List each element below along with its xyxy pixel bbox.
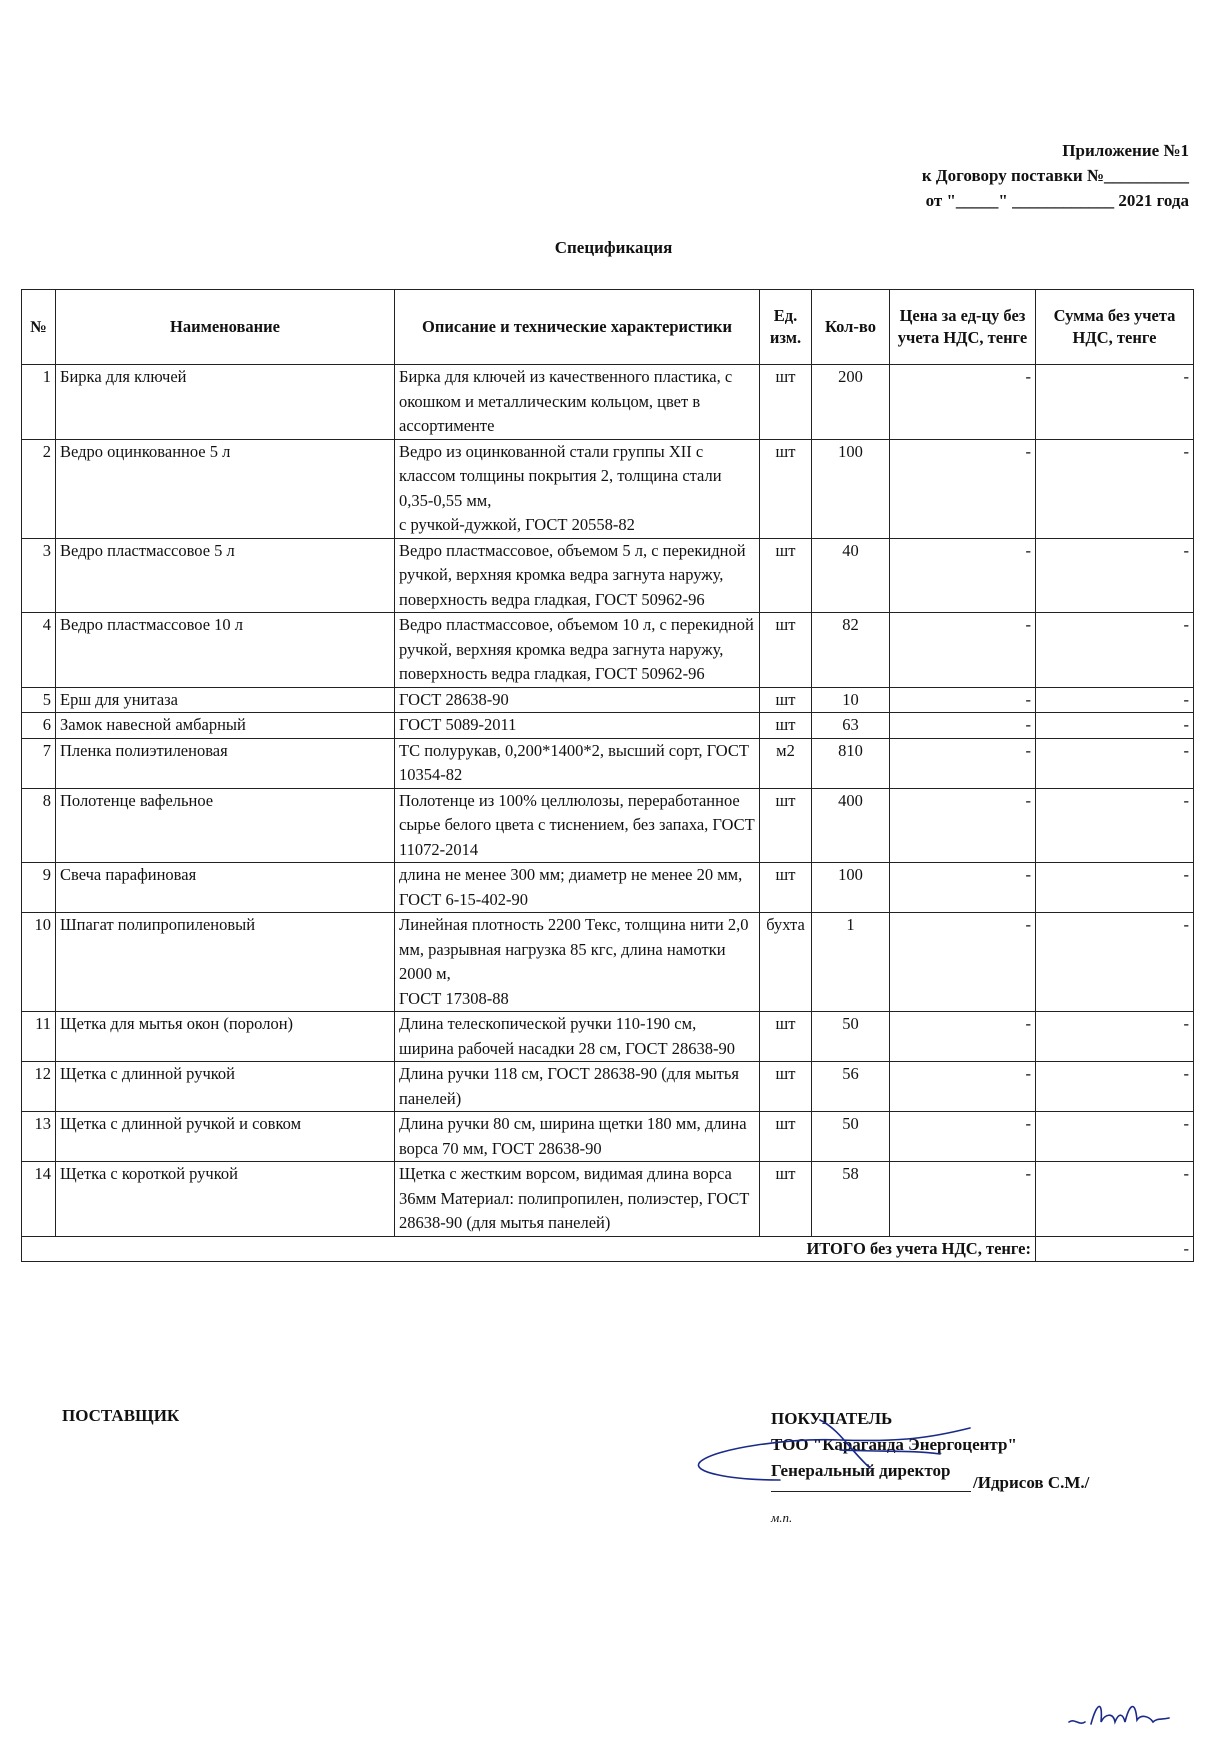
cell-unit: бухта <box>760 913 812 1012</box>
table-row <box>22 687 1194 713</box>
table-row <box>22 439 1194 538</box>
buyer-company: ТОО "Караганда Энергоцентр" <box>771 1435 1017 1454</box>
total-label: ИТОГО без учета НДС, тенге: <box>22 1236 1036 1262</box>
cell-name: Щетка с короткой ручкой <box>56 1162 395 1237</box>
cell-desc: Полотенце из 100% целлюлозы, переработанное сырье белого цвета с тиснением, без запаха, ГОСТ 11072-2014 <box>395 788 760 863</box>
table-row <box>22 613 1194 688</box>
table-row <box>22 738 1194 788</box>
cell-sum: - <box>1036 1012 1194 1062</box>
cell-num: 13 <box>22 1112 56 1162</box>
header-qty: Кол-во <box>812 290 890 365</box>
cell-name: Щетка с длинной ручкой <box>56 1062 395 1112</box>
cell-price: - <box>890 863 1036 913</box>
cell-sum: - <box>1036 1112 1194 1162</box>
cell-unit: шт <box>760 1012 812 1062</box>
cell-price: - <box>890 1162 1036 1237</box>
stamp-place: м.п. <box>771 1510 793 1525</box>
cell-desc: Щетка с жестким ворсом, видимая длина ворса 36мм Материал: полипропилен, полиэстер, ГОСТ 28638-90 (для мытья панелей) <box>395 1162 760 1237</box>
cell-qty: 100 <box>812 439 890 538</box>
cell-sum: - <box>1036 687 1194 713</box>
cell-desc: Ведро из оцинкованной стали группы XII с классом толщины покрытия 2, толщина стали 0,35-0,55 мм, с ручкой-дужкой, ГОСТ 20558-82 <box>395 439 760 538</box>
cell-price: - <box>890 1062 1036 1112</box>
cell-qty: 400 <box>812 788 890 863</box>
cell-sum: - <box>1036 713 1194 739</box>
cell-name: Полотенце вафельное <box>56 788 395 863</box>
cell-unit: шт <box>760 613 812 688</box>
cell-desc: ГОСТ 28638-90 <box>395 687 760 713</box>
cell-name: Свеча парафиновая <box>56 863 395 913</box>
cell-num: 11 <box>22 1012 56 1062</box>
cell-desc: длина не менее 300 мм; диаметр не менее 20 мм, ГОСТ 6-15-402-90 <box>395 863 760 913</box>
cell-name: Щетка для мытья окон (поролон) <box>56 1012 395 1062</box>
appendix-number: Приложение №1 <box>1062 141 1189 160</box>
cell-unit: шт <box>760 1112 812 1162</box>
cell-sum: - <box>1036 613 1194 688</box>
cell-price: - <box>890 538 1036 613</box>
total-value: - <box>1036 1236 1194 1262</box>
cell-price: - <box>890 687 1036 713</box>
initials-icon <box>1065 1692 1175 1736</box>
cell-sum: - <box>1036 1062 1194 1112</box>
cell-name: Замок навесной амбарный <box>56 713 395 739</box>
cell-num: 14 <box>22 1162 56 1237</box>
header-num: № <box>22 290 56 365</box>
cell-price: - <box>890 713 1036 739</box>
cell-sum: - <box>1036 365 1194 440</box>
cell-num: 6 <box>22 713 56 739</box>
cell-num: 1 <box>22 365 56 440</box>
table-row <box>22 1112 1194 1162</box>
cell-sum: - <box>1036 738 1194 788</box>
table-row <box>22 365 1194 440</box>
cell-price: - <box>890 788 1036 863</box>
header-name: Наименование <box>56 290 395 365</box>
cell-num: 4 <box>22 613 56 688</box>
cell-name: Шпагат полипропиленовый <box>56 913 395 1012</box>
cell-sum: - <box>1036 788 1194 863</box>
cell-desc: Бирка для ключей из качественного пластика, с окошком и металлическим кольцом, цвет в ассортименте <box>395 365 760 440</box>
cell-unit: шт <box>760 365 812 440</box>
specification-table <box>21 289 1194 1262</box>
cell-price: - <box>890 1012 1036 1062</box>
cell-desc: Линейная плотность 2200 Текс, толщина нити 2,0 мм, разрывная нагрузка 85 кгс, длина намотки 2000 м, ГОСТ 17308-88 <box>395 913 760 1012</box>
cell-qty: 200 <box>812 365 890 440</box>
cell-qty: 10 <box>812 687 890 713</box>
cell-desc: Длина ручки 80 см, ширина щетки 180 мм, длина ворса 70 мм, ГОСТ 28638-90 <box>395 1112 760 1162</box>
cell-num: 8 <box>22 788 56 863</box>
cell-desc: Длина телескопической ручки 110-190 см, ширина рабочей насадки 28 см, ГОСТ 28638-90 <box>395 1012 760 1062</box>
cell-num: 5 <box>22 687 56 713</box>
cell-sum: - <box>1036 913 1194 1012</box>
cell-desc: Длина ручки 118 см, ГОСТ 28638-90 (для мытья панелей) <box>395 1062 760 1112</box>
cell-num: 7 <box>22 738 56 788</box>
cell-unit: шт <box>760 788 812 863</box>
appendix-header <box>922 138 1189 213</box>
buyer-label: ПОКУПАТЕЛЬ <box>771 1409 893 1428</box>
cell-unit: шт <box>760 863 812 913</box>
table-row <box>22 788 1194 863</box>
cell-name: Ведро оцинкованное 5 л <box>56 439 395 538</box>
cell-qty: 100 <box>812 863 890 913</box>
cell-num: 12 <box>22 1062 56 1112</box>
signature-line <box>771 1475 971 1492</box>
cell-unit: шт <box>760 687 812 713</box>
header-price: Цена за ед-цу без учета НДС, тенге <box>890 290 1036 365</box>
cell-qty: 50 <box>812 1112 890 1162</box>
cell-qty: 50 <box>812 1012 890 1062</box>
cell-desc: Ведро пластмассовое, объемом 5 л, с перекидной ручкой, верхняя кромка ведра загнута наружу, поверхность ведра гладкая, ГОСТ 50962-96 <box>395 538 760 613</box>
table-row <box>22 1162 1194 1237</box>
signer-name: /Идрисов С.М./ <box>973 1473 1090 1492</box>
cell-name: Пленка полиэтиленовая <box>56 738 395 788</box>
cell-unit: шт <box>760 1162 812 1237</box>
cell-unit: шт <box>760 439 812 538</box>
cell-qty: 82 <box>812 613 890 688</box>
table-row <box>22 538 1194 613</box>
cell-qty: 40 <box>812 538 890 613</box>
cell-num: 10 <box>22 913 56 1012</box>
cell-desc: Ведро пластмассовое, объемом 10 л, с перекидной ручкой, верхняя кромка ведра загнута наружу, поверхность ведра гладкая, ГОСТ 50962-96 <box>395 613 760 688</box>
table-row <box>22 863 1194 913</box>
contract-reference: к Договору поставки №__________ <box>921 166 1189 185</box>
cell-name: Щетка с длинной ручкой и совком <box>56 1112 395 1162</box>
cell-desc: ТС полурукав, 0,200*1400*2, высший сорт, ГОСТ 10354-82 <box>395 738 760 788</box>
table-header-row <box>22 290 1194 365</box>
table-row <box>22 713 1194 739</box>
header-desc: Описание и технические характеристики <box>395 290 760 365</box>
total-row <box>22 1236 1194 1262</box>
cell-price: - <box>890 613 1036 688</box>
cell-qty: 1 <box>812 913 890 1012</box>
table-row <box>22 1012 1194 1062</box>
cell-unit: шт <box>760 538 812 613</box>
cell-sum: - <box>1036 863 1194 913</box>
cell-qty: 56 <box>812 1062 890 1112</box>
cell-name: Ведро пластмассовое 5 л <box>56 538 395 613</box>
cell-sum: - <box>1036 439 1194 538</box>
supplier-label: ПОСТАВЩИК <box>62 1406 180 1425</box>
buyer-position: Генеральный директор <box>771 1461 951 1480</box>
cell-name: Ерш для унитаза <box>56 687 395 713</box>
table-row <box>22 1062 1194 1112</box>
cell-unit: м2 <box>760 738 812 788</box>
header-unit: Ед. изм. <box>760 290 812 365</box>
cell-price: - <box>890 365 1036 440</box>
cell-name: Бирка для ключей <box>56 365 395 440</box>
cell-num: 9 <box>22 863 56 913</box>
cell-num: 2 <box>22 439 56 538</box>
cell-price: - <box>890 1112 1036 1162</box>
cell-qty: 63 <box>812 713 890 739</box>
cell-price: - <box>890 439 1036 538</box>
contract-date: от "_____" ____________ 2021 года <box>925 191 1189 210</box>
header-sum: Сумма без учета НДС, тенге <box>1036 290 1194 365</box>
table-body <box>22 365 1194 1237</box>
cell-name: Ведро пластмассовое 10 л <box>56 613 395 688</box>
cell-price: - <box>890 913 1036 1012</box>
cell-unit: шт <box>760 1062 812 1112</box>
cell-num: 3 <box>22 538 56 613</box>
cell-unit: шт <box>760 713 812 739</box>
cell-price: - <box>890 738 1036 788</box>
table-row <box>22 913 1194 1012</box>
document-title: Спецификация <box>554 238 673 257</box>
cell-sum: - <box>1036 538 1194 613</box>
cell-sum: - <box>1036 1162 1194 1237</box>
cell-desc: ГОСТ 5089-2011 <box>395 713 760 739</box>
cell-qty: 810 <box>812 738 890 788</box>
cell-qty: 58 <box>812 1162 890 1237</box>
